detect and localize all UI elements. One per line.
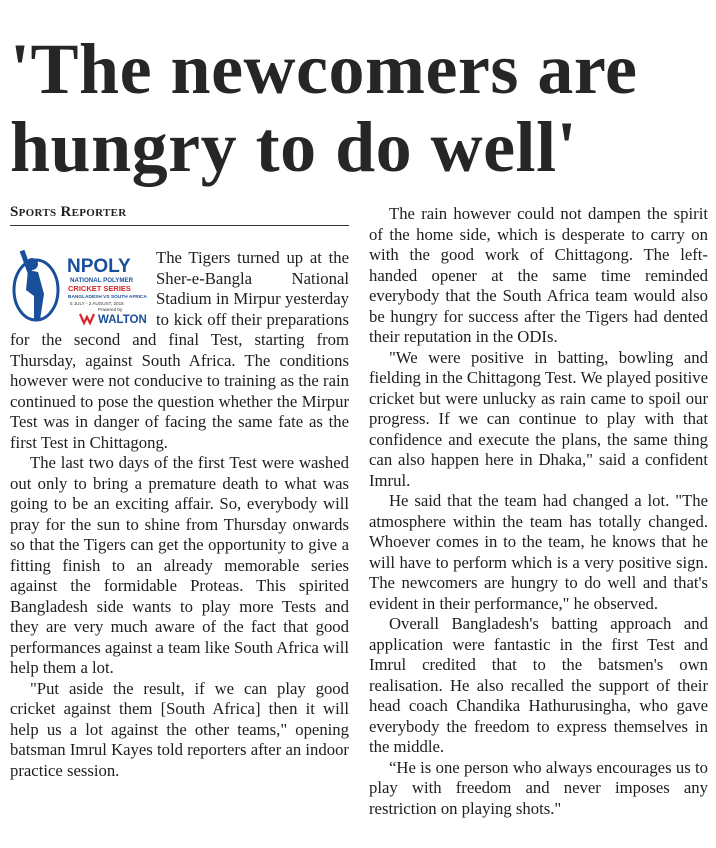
- paragraph: He said that the team had changed a lot. "The atmosphere within the team has totally changed. Whoever comes in to the team, he knows that he will have to perform which is a very positive sign. The newcomers are hungry to do well and that's evident in their performance," he observed.: [369, 491, 708, 613]
- logo-line2: CRICKET SERIES: [68, 284, 131, 293]
- logo-line3: BANGLADESH VS SOUTH AFRICA: [68, 295, 147, 300]
- logo-sponsor: WALTON: [98, 314, 147, 326]
- paragraph: The Tigers turned up at the Sher-e-Bangla National Stadium in Mirpur yesterday to kick off their preparations for the second and final Test, starting from Thursday, against South Africa. The conditions however were not conducive to training as the rain continued to pose the question whether the Mirpur Test was in danger of facing the same fate as the first Test in Chittagong.: [10, 248, 349, 452]
- logo-dates: 5 JULY - 2 AUGUST, 2015: [70, 301, 124, 306]
- logo-powered: Powered by: [98, 307, 123, 312]
- logo-line1: NATIONAL POLYMER: [70, 277, 134, 284]
- paragraph: “He is one person who always encourages us to play with freedom and never imposes any restriction on playing shots.": [369, 757, 708, 818]
- logo-brand: NPOLY: [67, 256, 131, 277]
- article-column-1: [10, 248, 349, 781]
- series-logo-graphic: [10, 250, 148, 326]
- paragraph: The last two days of the first Test were washed out only to bring a premature death to what was going to be an exciting affair. So, everybody will pray for the sun to shine from Thursday onwards so that the Tigers can get the opportunity to give a fitting finish to an already memorable series against the formidable Proteas. This spirited Bangladesh side wants to play more Tests and they are very much aware of the fact that good performances against a team like South Africa will help them a lot.: [10, 453, 349, 677]
- batsman-body-icon: [26, 270, 44, 320]
- series-logo: [10, 250, 148, 326]
- paragraph: "We were positive in batting, bowling and fielding in the Chittagong Test. We played positive cricket but were unlucky as rain came to spoil our progress. If we can continue to play with that confidence and execute the plans, the same thing can also happen here in Dhaka," said a confident Imrul.: [369, 347, 708, 490]
- paragraph: "Put aside the result, if we can play good cricket against them [South Africa] then it will help us a lot against the other teams," opening batsman Imrul Kayes told reporters after an indoor practice session.: [10, 678, 349, 780]
- paragraph: Overall Bangladesh's batting approach and application were fantastic in the first Test and Imrul credited that to the batsmen's own realisation. He also recalled the support of their head coach Chandika Hathurusingha, who gave everybody the freedom to express themselves in the middle.: [369, 614, 708, 756]
- paragraph: The rain however could not dampen the spirit of the home side, which is desperate to carry on with the good work of Chittagong. The left-handed opener at the same time reminded everybody that the South Africa team would also be hungry for success after the Tigers had dented their reputation in the ODIs.: [369, 204, 708, 346]
- article-column-2: [369, 204, 708, 819]
- walton-mark-icon: [80, 314, 94, 323]
- byline: Sports Reporter: [10, 204, 349, 226]
- headline: 'The newcomers are hungry to do well': [10, 29, 638, 187]
